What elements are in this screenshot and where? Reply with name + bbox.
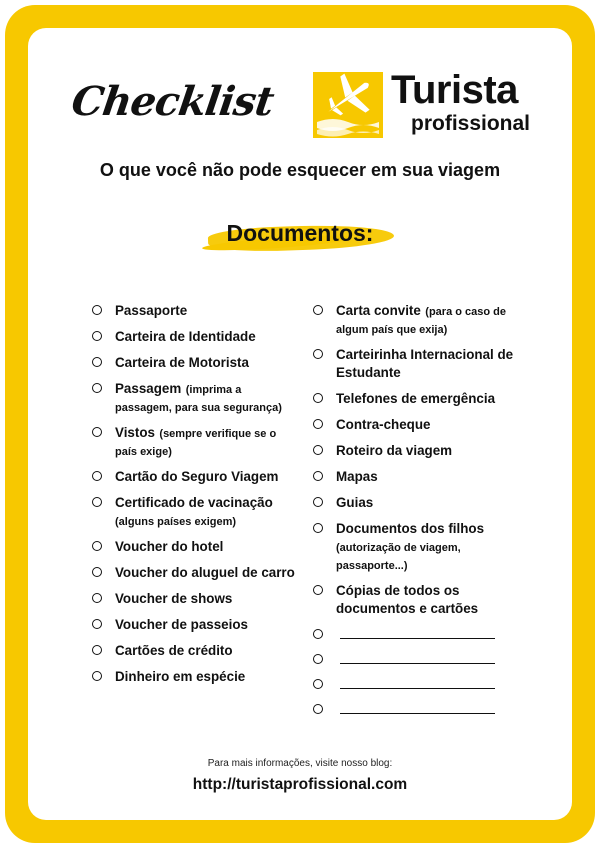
checklist-item-label: Passaporte bbox=[115, 303, 188, 318]
checklist-item-note: (sempre verifique se o país exige) bbox=[115, 428, 277, 458]
checkbox-circle-icon[interactable] bbox=[313, 585, 323, 595]
checklist-item-label: Voucher de shows bbox=[115, 591, 233, 606]
airplane-icon bbox=[313, 72, 383, 138]
checklist-item-label: Voucher do aluguel de carro bbox=[115, 565, 295, 580]
checklist-item-label: Mapas bbox=[336, 469, 378, 484]
checkbox-circle-icon[interactable] bbox=[313, 419, 323, 429]
checklist-item-label: Vistos bbox=[115, 425, 155, 440]
blank-write-line[interactable] bbox=[340, 663, 495, 664]
footer-url-link[interactable]: http://turistaprofissional.com bbox=[192, 776, 408, 793]
checklist-item[interactable] bbox=[92, 564, 297, 582]
checkbox-circle-icon[interactable] bbox=[313, 523, 323, 533]
checkbox-circle-icon[interactable] bbox=[313, 349, 323, 359]
checklist-item[interactable] bbox=[92, 494, 297, 530]
blank-checklist-item[interactable] bbox=[313, 676, 523, 693]
checkbox-circle-icon[interactable] bbox=[92, 331, 102, 341]
checklist-item-label: Certificado de vacinação bbox=[115, 495, 273, 510]
checkbox-circle-icon[interactable] bbox=[313, 704, 323, 714]
checklist-item-label: Voucher de passeios bbox=[115, 617, 248, 632]
checklist-item-label: Carteira de Identidade bbox=[115, 329, 256, 344]
blank-checklist-item[interactable] bbox=[313, 626, 523, 643]
checklist-item-label: Documentos dos filhos bbox=[336, 521, 485, 536]
checklist-item[interactable] bbox=[92, 468, 297, 486]
turista-profissional-logo bbox=[313, 68, 543, 140]
checklist-item-note: (alguns países exigem) bbox=[115, 516, 237, 528]
checklist-item[interactable] bbox=[92, 538, 297, 556]
checklist-item[interactable] bbox=[92, 302, 297, 320]
checklist-item-label: Passagem bbox=[115, 381, 182, 396]
blank-write-line[interactable] bbox=[340, 688, 495, 689]
checklist-item[interactable] bbox=[313, 520, 523, 574]
checkbox-circle-icon[interactable] bbox=[92, 567, 102, 577]
blank-checklist-item[interactable] bbox=[313, 651, 523, 668]
checkbox-circle-icon[interactable] bbox=[92, 497, 102, 507]
checklist-title: Checklist bbox=[68, 78, 277, 125]
logo-brand-main: Turista bbox=[391, 68, 518, 112]
checkbox-circle-icon[interactable] bbox=[92, 671, 102, 681]
checklist-item[interactable] bbox=[313, 302, 523, 338]
checklist-item[interactable] bbox=[92, 590, 297, 608]
checklist-item-label: Carteira de Motorista bbox=[115, 355, 249, 370]
checklist-item-label: Contra-cheque bbox=[336, 417, 431, 432]
checkbox-circle-icon[interactable] bbox=[92, 305, 102, 315]
checklist-item-note: (para o caso de algum país que exija) bbox=[336, 306, 506, 336]
checklist-item-note: (imprima a passagem, para sua segurança) bbox=[115, 384, 282, 414]
checklist-item[interactable] bbox=[92, 668, 297, 686]
checklist-item[interactable] bbox=[92, 380, 297, 416]
checklist-right-column bbox=[313, 302, 523, 726]
checklist-item[interactable] bbox=[313, 494, 523, 512]
checklist-item[interactable] bbox=[92, 616, 297, 634]
checkbox-circle-icon[interactable] bbox=[92, 645, 102, 655]
blank-write-line[interactable] bbox=[340, 713, 495, 714]
checkbox-circle-icon[interactable] bbox=[92, 619, 102, 629]
checklist-item[interactable] bbox=[92, 328, 297, 346]
checklist-item-label: Carta convite bbox=[336, 303, 421, 318]
checkbox-circle-icon[interactable] bbox=[313, 305, 323, 315]
checklist-item[interactable] bbox=[313, 390, 523, 408]
checkbox-circle-icon[interactable] bbox=[313, 393, 323, 403]
checkbox-circle-icon[interactable] bbox=[92, 471, 102, 481]
footer-info: Para mais informações, visite nosso blog: bbox=[207, 758, 393, 769]
checklist-item[interactable] bbox=[313, 346, 523, 382]
checkbox-circle-icon[interactable] bbox=[313, 629, 323, 639]
checkbox-circle-icon[interactable] bbox=[92, 593, 102, 603]
section-title: Documentos: bbox=[226, 220, 374, 246]
checklist-item[interactable] bbox=[92, 424, 297, 460]
checklist-item-note: (autorização de viagem, passaporte...) bbox=[336, 542, 461, 572]
checklist-item-label: Roteiro da viagem bbox=[336, 443, 453, 458]
checkbox-circle-icon[interactable] bbox=[313, 679, 323, 689]
checkbox-circle-icon[interactable] bbox=[313, 654, 323, 664]
checklist-item[interactable] bbox=[313, 582, 523, 618]
checklist-item-label: Dinheiro em espécie bbox=[115, 669, 246, 684]
checkbox-circle-icon[interactable] bbox=[313, 497, 323, 507]
checklist-left-column bbox=[92, 302, 297, 694]
logo-brand-sub: profissional bbox=[411, 112, 531, 135]
checkbox-circle-icon[interactable] bbox=[313, 445, 323, 455]
blank-checklist-item[interactable] bbox=[313, 701, 523, 718]
checklist-item[interactable] bbox=[313, 468, 523, 486]
checkbox-circle-icon[interactable] bbox=[92, 427, 102, 437]
checklist-item[interactable] bbox=[92, 642, 297, 660]
checkbox-circle-icon[interactable] bbox=[92, 357, 102, 367]
checklist-item-label: Telefones de emergência bbox=[336, 391, 496, 406]
checklist-item[interactable] bbox=[313, 442, 523, 460]
checkbox-circle-icon[interactable] bbox=[313, 471, 323, 481]
checklist-item-label: Cópias de todos os documentos e cartões bbox=[336, 583, 479, 616]
checkbox-circle-icon[interactable] bbox=[92, 541, 102, 551]
checklist-item[interactable] bbox=[313, 416, 523, 434]
checklist-item-label: Cartões de crédito bbox=[115, 643, 233, 658]
section-heading bbox=[200, 212, 400, 262]
blank-write-line[interactable] bbox=[340, 638, 495, 639]
page-subtitle: O que você não pode esquecer em sua viagem bbox=[99, 160, 501, 180]
checkbox-circle-icon[interactable] bbox=[92, 383, 102, 393]
checklist-item-label: Carteirinha Internacional de Estudante bbox=[336, 347, 514, 380]
checklist-item-label: Cartão do Seguro Viagem bbox=[115, 469, 279, 484]
checklist-item-label: Voucher do hotel bbox=[115, 539, 224, 554]
checklist-item-label: Guias bbox=[336, 495, 374, 510]
checklist-item[interactable] bbox=[92, 354, 297, 372]
